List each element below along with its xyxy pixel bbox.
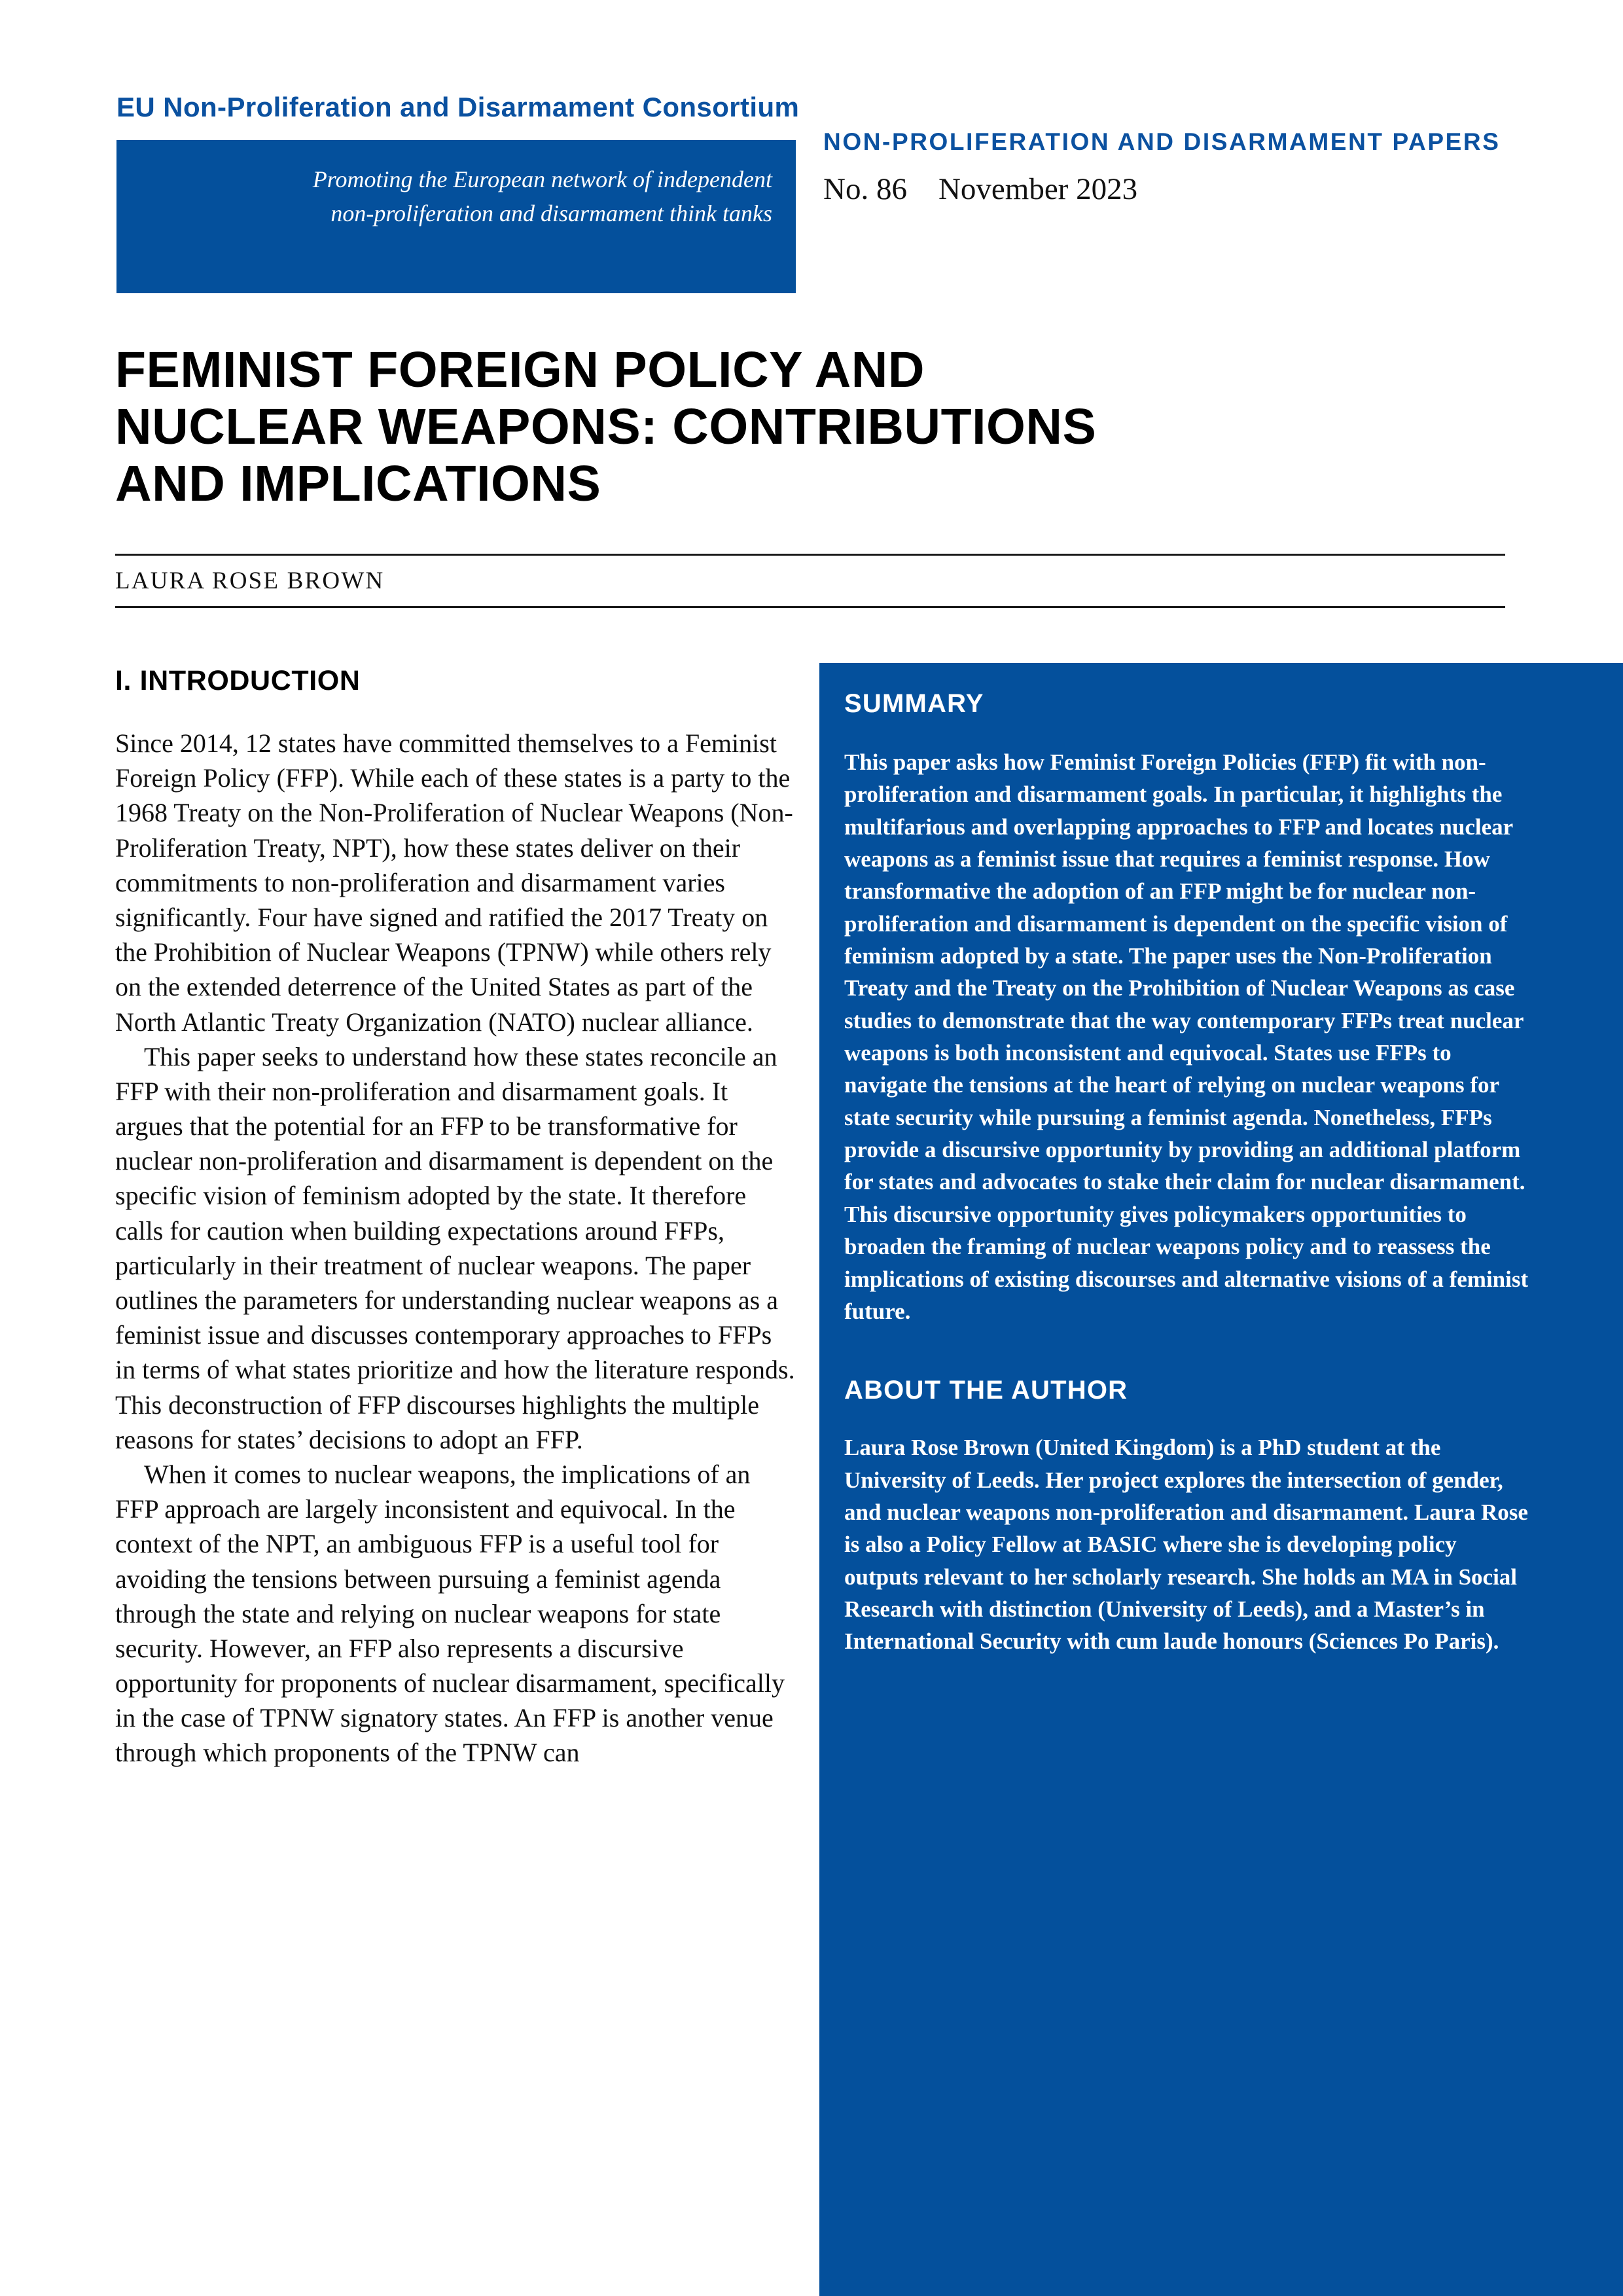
- introduction-paragraph: When it comes to nuclear weapons, the implications of an FFP approach are largely inconsistent and equivocal. In the context of the NPT, an ambiguous FFP is a useful tool for avoiding the tensions between pursuing a feminist agenda through the state and relying on nuclear weapons for state security. However, an FFP also represents a discursive opportunity for proponents of nuclear disarmament, specifically in the case of TPNW signatory states. An FFP is another venue through which proponents of the TPNW can: [115, 1459, 785, 1768]
- title-rule-bottom: [115, 606, 1505, 608]
- masthead-tagline-line-1: Promoting the European network of independent: [312, 166, 772, 192]
- series-title: NON-PROLIFERATION AND DISARMAMENT PAPERS: [823, 128, 1501, 155]
- page-title-line-2: NUCLEAR WEAPONS: CONTRIBUTIONS: [115, 398, 1097, 455]
- masthead-tagline-line-2: non-proliferation and disarmament think tanks: [330, 200, 772, 227]
- summary-panel-content: [844, 689, 1531, 1658]
- section-heading-introduction: I. INTRODUCTION: [115, 665, 361, 696]
- about-author-text: Laura Rose Brown (United Kingdom) is a PhD student at the University of Leeds. Her project explores the intersection of gender, and nuclear weapons non-proliferation and disarmament. Laura Rose is also a Policy Fellow at BASIC where she is developing policy outputs relevant to her scholarly research. She holds an MA in Social Research with distinction (University of Leeds), and a Master’s in International Security with cum laude honours (Sciences Po Paris).: [844, 1435, 1528, 1655]
- introduction-paragraph: This paper seeks to understand how these states reconcile an FFP with their non-proliferation and disarmament goals. It argues that the potential for an FFP to be transformative for nuclear non-proliferation and disarmament is dependent on the specific vision of feminism adopted by the state. It therefore calls for caution when building expectations around FFPs, particularly in their treatment of nuclear weapons. The paper outlines the parameters for understanding nuclear weapons as a feminist issue and discusses contemporary approaches to FFPs in terms of what states prioritize and how the literature responds. This deconstruction of FFP discourses highlights the multiple reasons for states’ decisions to adopt an FFP.: [115, 1041, 795, 1454]
- title-rule-top: [115, 554, 1505, 556]
- author-name: LAURA ROSE BROWN: [115, 567, 385, 594]
- consortium-name: EU Non-Proliferation and Disarmament Consortium: [116, 92, 800, 122]
- summary-heading: SUMMARY: [844, 689, 984, 718]
- summary-text: This paper asks how Feminist Foreign Policies (FFP) fit with non-proliferation and disarmament goals. In particular, it highlights the multifarious and overlapping approaches to FFP and locates nuclear weapons as a feminist issue that requires a feminist response. How transformative the adoption of an FFP might be for nuclear non-proliferation and disarmament is dependent on the specific vision of feminism adopted by a state. The paper uses the Non-Proliferation Treaty and the Treaty on the Prohibition of Nuclear Weapons as case studies to demonstrate that the way contemporary FFPs treat nuclear weapons is both inconsistent and equivocal. States use FFPs to navigate the tensions at the heart of relying on nuclear weapons for state security while pursuing a feminist agenda. Nonetheless, FFPs provide a discursive opportunity by providing an additional platform for states and advocates to stake their claim for nuclear disarmament. This discursive opportunity gives policymakers opportunities to broaden the framing of nuclear weapons policy and to reassess the implications of existing discourses and alternative visions of a feminist future.: [844, 749, 1529, 1324]
- masthead-tagline: [313, 162, 772, 230]
- introduction-paragraph: Since 2014, 12 states have committed themselves to a Feminist Foreign Policy (FFP). While each of these states is a party to the 1968 Treaty on the Non-Proliferation of Nuclear Weapons (Non-Proliferation Treaty, NPT), how these states deliver on their commitments to non-proliferation and disarmament varies significantly. Four have signed and ratified the 2017 Treaty on the Prohibition of Nuclear Weapons (TPNW) while others rely on the extended deterrence of the United States as part of the North Atlantic Treaty Organization (NATO) nuclear alliance.: [115, 728, 793, 1037]
- issue-line: [823, 171, 1137, 207]
- summary-panel: [819, 663, 1623, 2296]
- issue-date: November 2023: [938, 172, 1138, 206]
- page-title: [115, 342, 1503, 512]
- introduction-column: [115, 665, 796, 1770]
- page-title-line-3: AND IMPLICATIONS: [115, 455, 601, 512]
- about-author-heading: ABOUT THE AUTHOR: [844, 1376, 1128, 1405]
- masthead-blue-banner: [116, 140, 796, 293]
- page-title-line-1: FEMINIST FOREIGN POLICY AND: [115, 341, 925, 398]
- issue-number: No. 86: [823, 172, 907, 206]
- masthead: [0, 0, 1623, 308]
